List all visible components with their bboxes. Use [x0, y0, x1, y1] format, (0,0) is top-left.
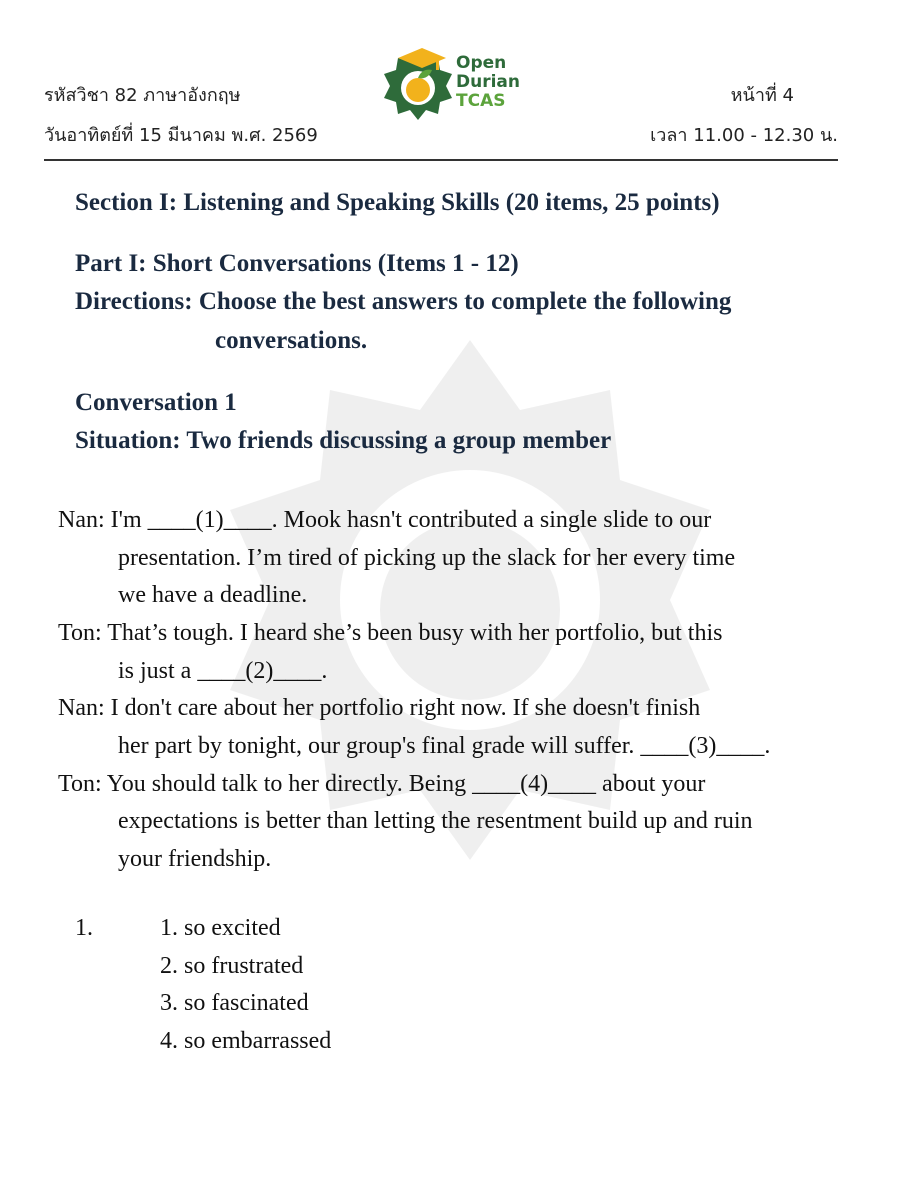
exam-time: เวลา 11.00 - 12.30 น.	[650, 125, 838, 146]
answer-option[interactable]: 2. so frustrated	[160, 953, 304, 979]
dialogue-line: Ton: That’s tough. I heard she’s been busy with her portfolio, but this	[58, 620, 723, 646]
dialogue-line: your friendship.	[118, 846, 272, 872]
dialogue-line: expectations is better than letting the resentment build up and ruin	[118, 808, 753, 834]
exam-date: วันอาทิตย์ที่ 15 มีนาคม พ.ศ. 2569	[44, 125, 318, 146]
dialogue-line: presentation. I’m tired of picking up the slack for her every time	[118, 545, 736, 571]
answer-option[interactable]: 4. so embarrassed	[160, 1028, 332, 1054]
logo-line-durian: Durian	[456, 72, 520, 92]
conversation-title: Conversation 1	[75, 389, 237, 416]
section-title: Section I: Listening and Speaking Skills (20 items, 25 points)	[75, 189, 720, 216]
dialogue-line: Nan: I don't care about her portfolio right now. If she doesn't finish	[58, 695, 701, 721]
dialogue-line: is just a ____(2)____.	[118, 658, 328, 684]
open-durian-logo	[378, 44, 538, 128]
logo-line-tcas: TCAS	[456, 91, 506, 111]
part-title: Part I: Short Conversations (Items 1 - 12)	[75, 250, 519, 277]
course-code: รหัสวิชา 82 ภาษาอังกฤษ	[44, 85, 241, 106]
durian-logo-icon	[378, 44, 458, 128]
header-divider	[44, 159, 838, 161]
dialogue-line: we have a deadline.	[118, 582, 308, 608]
question-number: 1.	[75, 915, 93, 941]
dialogue-line: her part by tonight, our group's final grade will suffer. ____(3)____.	[118, 733, 771, 759]
dialogue-line: Ton: You should talk to her directly. Being ____(4)____ about your	[58, 771, 706, 797]
page-number: หน้าที่ 4	[730, 85, 794, 106]
directions-line-1: Directions: Choose the best answers to complete the following	[75, 288, 732, 315]
directions-line-2: conversations.	[215, 327, 368, 354]
logo-line-open: Open	[456, 53, 507, 73]
answer-option[interactable]: 1. so excited	[160, 915, 281, 941]
answer-option[interactable]: 3. so fascinated	[160, 990, 309, 1016]
dialogue-line: Nan: I'm ____(1)____. Mook hasn't contributed a single slide to our	[58, 507, 712, 533]
situation-text: Situation: Two friends discussing a group member	[75, 427, 612, 454]
logo-text	[456, 54, 520, 111]
